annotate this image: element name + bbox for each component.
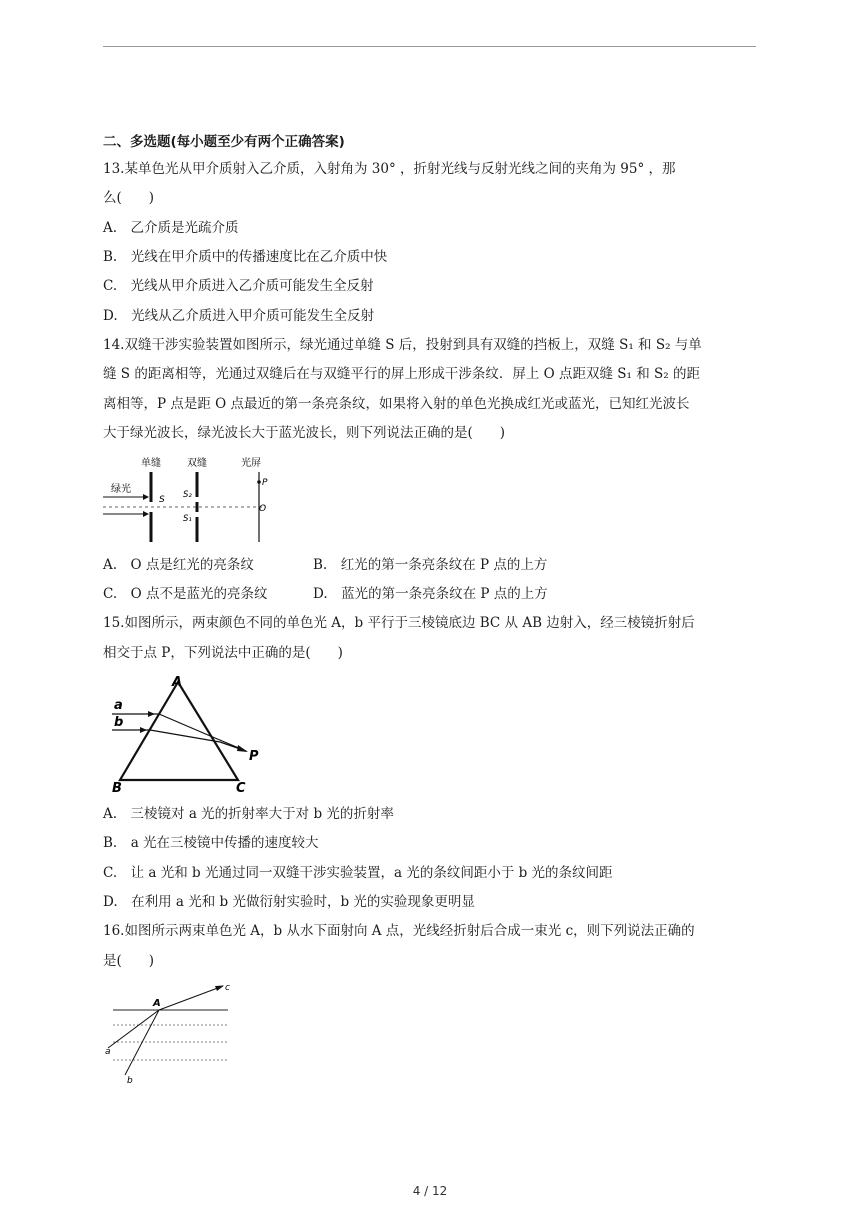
q16-stem-line2: 是( ) (103, 953, 155, 969)
prism-triangle (120, 682, 238, 780)
q15-stem-line1: 15.如图所示，两束颜色不同的单色光 A，b 平行于三棱镜底边 BC 从 AB 边射入，经三棱镜折射后 (103, 615, 695, 631)
point-P (257, 480, 261, 484)
ray-a-refracted (159, 714, 215, 738)
section-title: 二、多选题(每小题至少有两个正确答案) (103, 134, 345, 150)
label-vertex-A: A (172, 675, 183, 690)
q13-stem-line2: 么( ) (103, 190, 155, 206)
q13-option-d: D. 光线从乙介质进入甲介质可能发生全反射 (103, 308, 375, 324)
q16-stem-line1: 16.如图所示两束单色光 A，b 从水下面射向 A 点，光线经折射后合成一束光 c，则下列说法正确的 (103, 923, 695, 939)
q14-stem-line3: 离相等，P 点是距 O 点最近的第一条亮条纹，如果将入射的单色光换成红光或蓝光，已知红光波长 (103, 396, 690, 412)
label-vertex-C: C (236, 781, 246, 794)
q14-option-a: A. O 点是红光的亮条纹 (103, 557, 254, 573)
q15-option-b: B. a 光在三棱镜中传播的速度较大 (103, 835, 319, 851)
label-P: P (262, 478, 268, 488)
label-screen: 光屏 (241, 458, 261, 469)
label-vertex-B: B (112, 781, 122, 794)
water-refraction-figure (103, 980, 238, 1085)
q14-stem-line2: 缝 S 的距离相等，光通过双缝后在与双缝平行的屏上形成干涉条纹．屏上 O 点距双缝 S₁ 和 S₂ 的距 (103, 366, 700, 382)
label-S1: S₁ (183, 514, 192, 524)
q13-stem-line1: 13.某单色光从甲介质射入乙介质，入射角为 30° ，折射光线与反射光线之间的夹角为 95° ，那 (103, 161, 676, 177)
label-ray-a: a (114, 698, 123, 713)
ray-b-underwater (125, 1010, 159, 1075)
label-single-slit: 单缝 (141, 458, 161, 469)
header-rule (103, 46, 756, 47)
q15-option-a: A. 三棱镜对 a 光的折射率大于对 b 光的折射率 (103, 806, 394, 822)
prism-figure (110, 672, 270, 794)
q14-option-c: C. O 点不是蓝光的亮条纹 (103, 586, 268, 602)
q13-option-c: C. 光线从甲介质进入乙介质可能发生全反射 (103, 278, 374, 294)
q15-stem-line2: 相交于点 P，下列说法中正确的是( ) (103, 645, 343, 661)
label-point-A: A (153, 998, 161, 1009)
label-double-slit: 双缝 (187, 458, 207, 469)
q14-stem-line4: 大于绿光波长，绿光波长大于蓝光波长，则下列说法正确的是( ) (103, 425, 506, 441)
label-green-light: 绿光 (111, 484, 131, 495)
label-point-P: P (249, 749, 259, 764)
q13-option-a: A. 乙介质是光疏介质 (103, 220, 239, 236)
q14-option-d: D. 蓝光的第一条亮条纹在 P 点的上方 (313, 586, 548, 602)
q14-option-b: B. 红光的第一条亮条纹在 P 点的上方 (313, 557, 548, 573)
label-ray-b: b (127, 1076, 133, 1085)
double-slit-figure (103, 452, 283, 547)
q15-option-c: C. 让 a 光和 b 光通过同一双缝干涉实验装置，a 光的条纹间距小于 b 光的条纹间距 (103, 865, 613, 881)
page-number: 4 / 12 (412, 1184, 448, 1198)
q15-option-d: D. 在利用 a 光和 b 光做衍射实验时，b 光的实验现象更明显 (103, 894, 475, 910)
ray-c-air (159, 986, 223, 1010)
label-ray-c: c (225, 983, 230, 993)
label-S: S (159, 495, 165, 505)
q13-option-b: B. 光线在甲介质中的传播速度比在乙介质中快 (103, 249, 388, 265)
q14-stem-line1: 14.双缝干涉实验装置如图所示，绿光通过单缝 S 后，投射到具有双缝的挡板上，双缝 S₁ 和 S₂ 与单 (103, 337, 702, 353)
label-O: O (259, 504, 267, 514)
label-ray-a: a (105, 1047, 111, 1057)
label-S2: S₂ (183, 490, 192, 500)
label-ray-b: b (114, 715, 124, 730)
